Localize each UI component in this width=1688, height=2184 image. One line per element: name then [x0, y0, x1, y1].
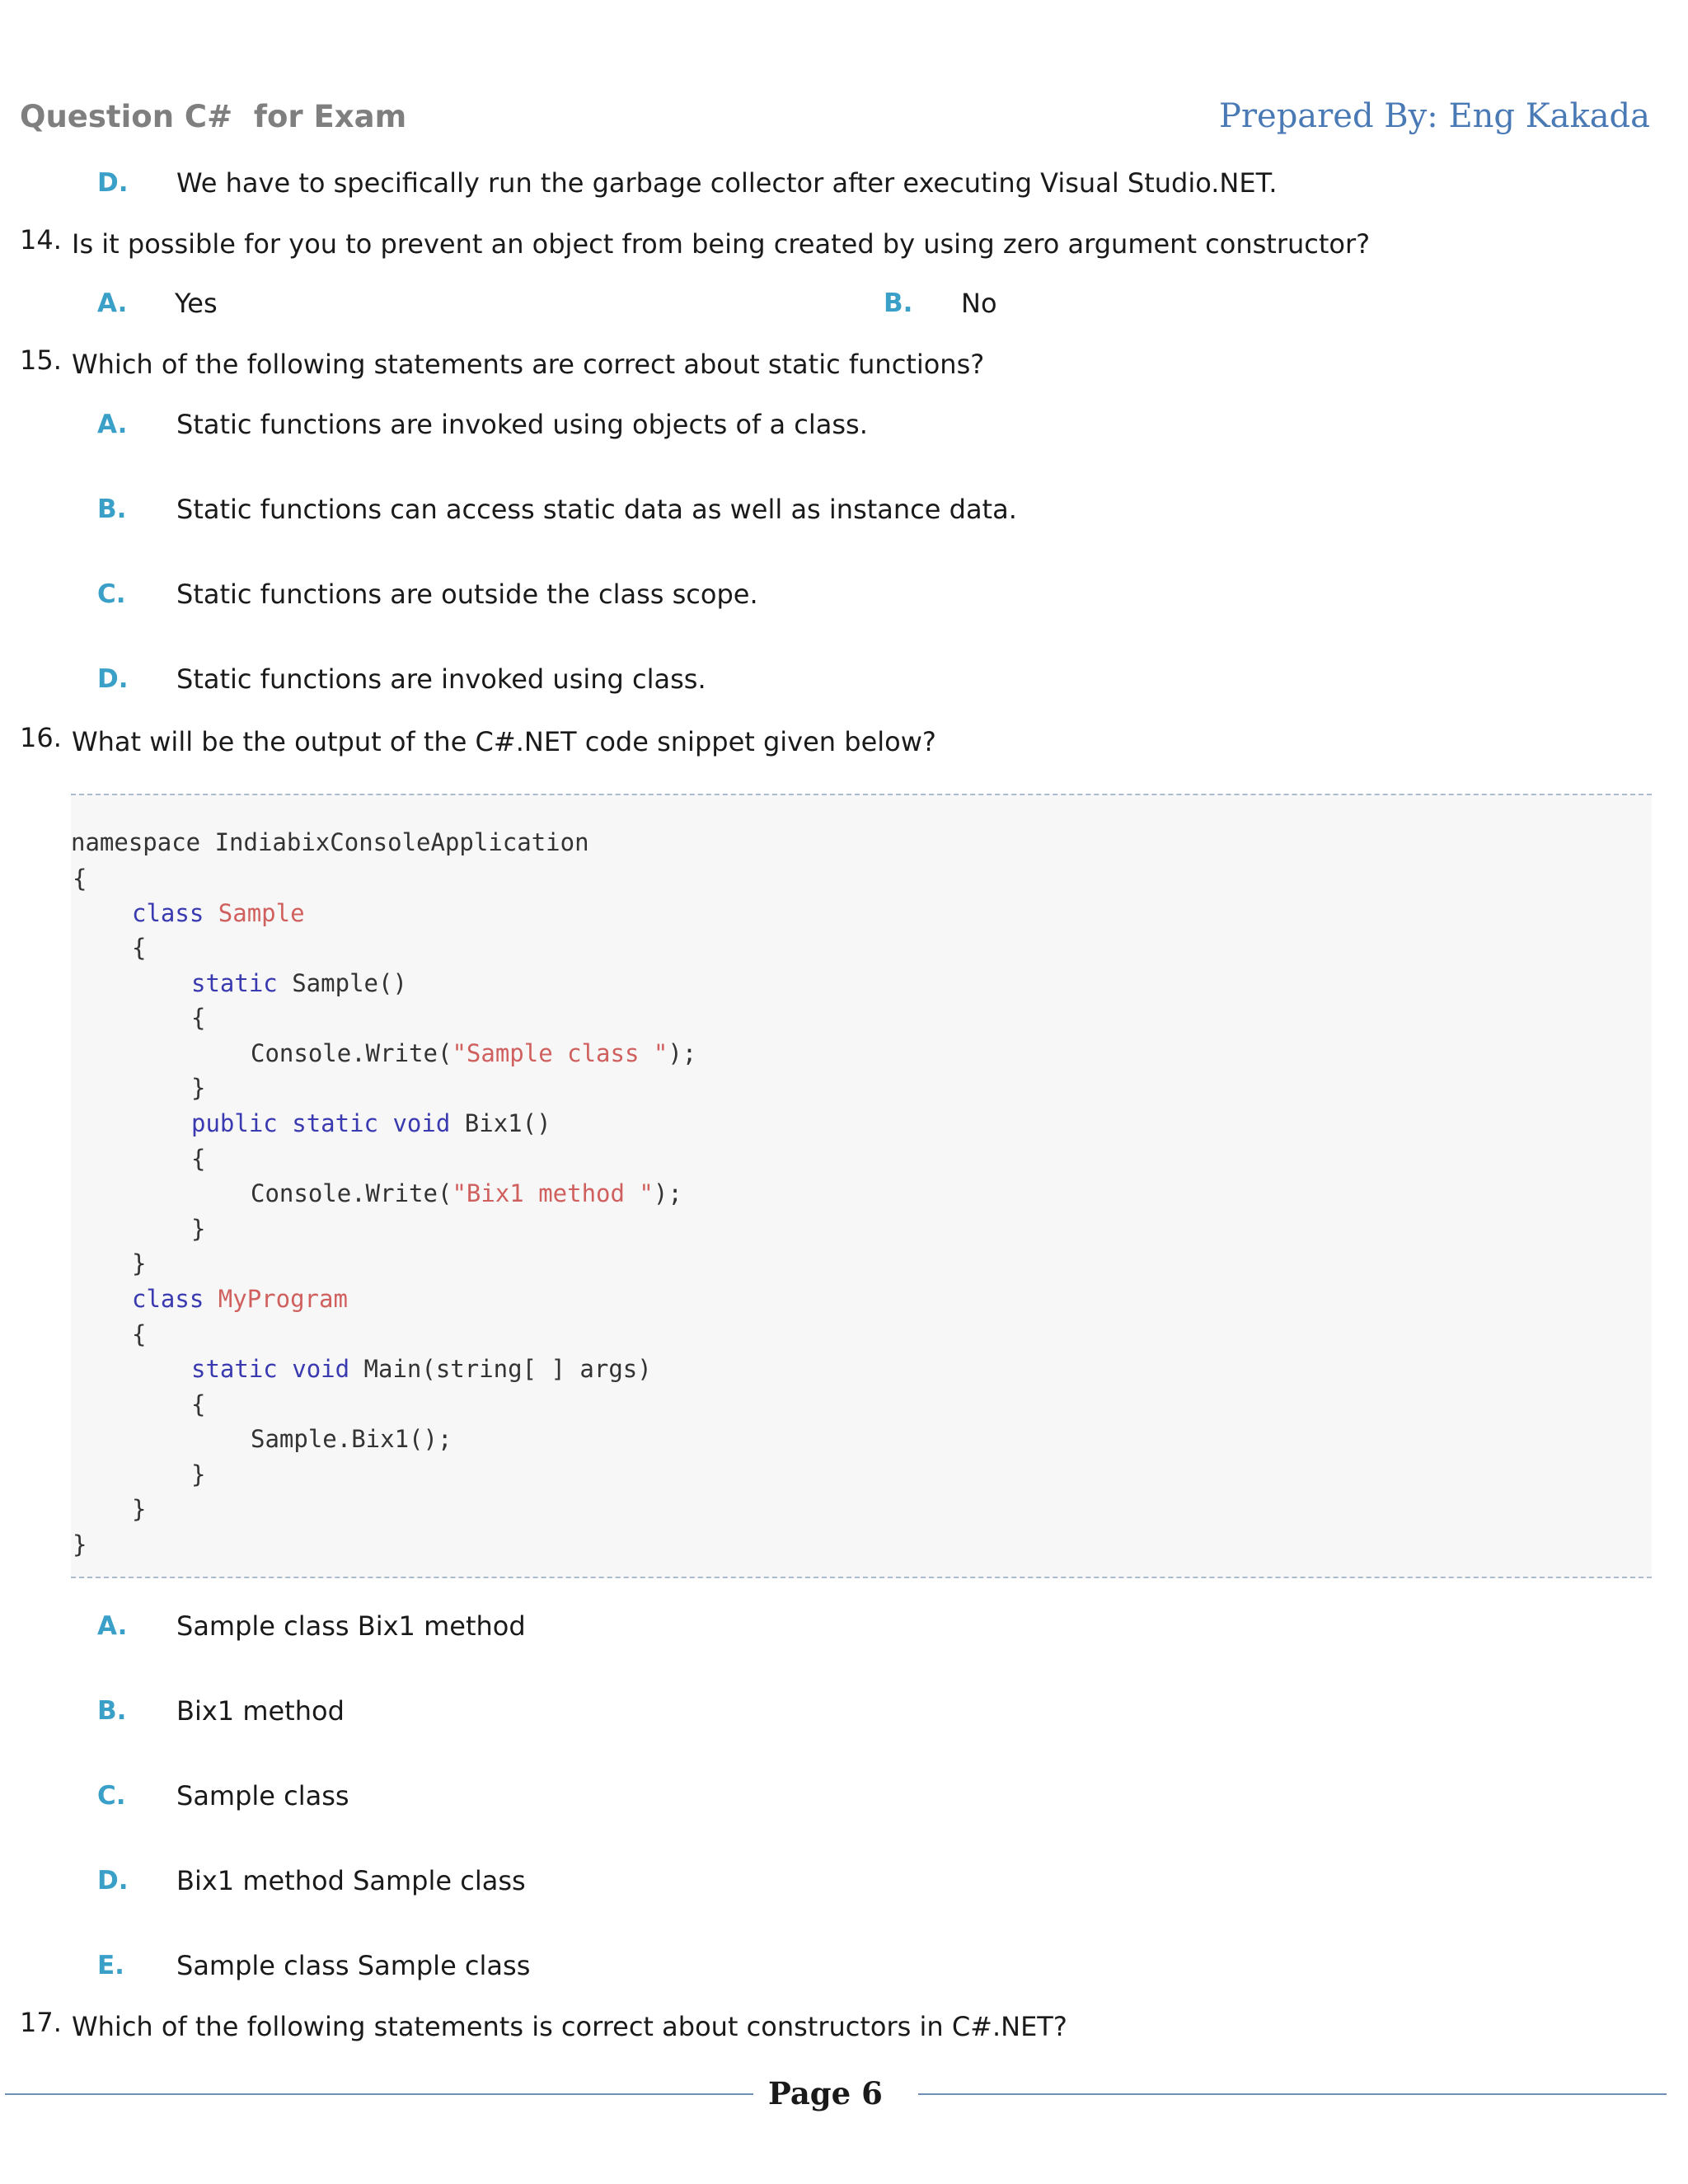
code-text: Console.Write( [251, 1179, 452, 1207]
code-keyword: void [392, 1109, 451, 1137]
q16-text: What will be the output of the C#.NET code snippet given below? [72, 726, 936, 757]
code-text: Main(string[ ] args) [349, 1355, 652, 1383]
q16-option-a-letter: A. [97, 1611, 128, 1641]
q15-number: 15. [20, 344, 62, 376]
code-text: Console.Write( [251, 1039, 452, 1067]
code-line-class-myprogram [132, 1285, 348, 1313]
q17-text: Which of the following statements is correct about constructors in C#.NET? [72, 2011, 1067, 2042]
q14-text: Is it possible for you to prevent an object from being created by using zero argument constructor? [72, 228, 1371, 260]
q14-option-a-letter: A. [97, 288, 128, 318]
code-line-main [191, 1355, 652, 1383]
q17-number: 17. [20, 2007, 62, 2038]
code-line-write-sample [251, 1039, 696, 1067]
code-keyword: void [292, 1355, 350, 1383]
q15-option-a-text: Static functions are invoked using objects of a class. [176, 409, 868, 440]
code-text: Bix1() [450, 1109, 551, 1137]
code-line-call: Sample.Bix1(); [251, 1425, 452, 1453]
q13-option-d-text: We have to specifically run the garbage collector after executing Visual Studio.NET. [176, 167, 1278, 199]
q16-option-d-letter: D. [97, 1866, 129, 1896]
header-title: Question C# for Exam [20, 99, 407, 134]
q14-option-b-letter: B. [884, 288, 913, 318]
q15-option-a-letter: A. [97, 410, 128, 439]
q16-option-d-text: Bix1 method Sample class [176, 1865, 526, 1896]
q16-option-e-text: Sample class Sample class [176, 1950, 531, 1981]
code-brace: { [191, 1145, 206, 1173]
q14-option-b-text: No [961, 288, 997, 319]
code-brace: } [132, 1249, 147, 1277]
q16-option-b-text: Bix1 method [176, 1695, 345, 1727]
code-brace: } [191, 1215, 206, 1243]
q15-option-c-text: Static functions are outside the class scope. [176, 579, 758, 610]
q15-option-b-text: Static functions can access static data as well as instance data. [176, 494, 1017, 525]
q16-option-b-letter: B. [97, 1696, 127, 1726]
code-brace: } [191, 1074, 206, 1102]
q15-option-d-text: Static functions are invoked using class. [176, 663, 706, 695]
code-class-name: Sample [218, 899, 305, 927]
q15-option-d-letter: D. [97, 664, 129, 694]
code-string: "Sample class " [452, 1039, 668, 1067]
q16-number: 16. [20, 722, 62, 753]
code-string: "Bix1 method " [452, 1179, 654, 1207]
footer-rule-right [918, 2093, 1667, 2095]
page-number: Page 6 [768, 2075, 883, 2111]
code-brace: } [191, 1460, 206, 1488]
q13-option-d-letter: D. [97, 168, 129, 198]
code-keyword: static [191, 969, 278, 997]
code-brace: { [132, 934, 147, 962]
code-line-namespace: namespace IndiabixConsoleApplication [71, 828, 589, 856]
code-keyword: class [132, 1285, 204, 1313]
code-text: ); [653, 1179, 682, 1207]
code-keyword: static [292, 1109, 378, 1137]
q15-text: Which of the following statements are correct about static functions? [72, 349, 985, 380]
code-keyword: static [191, 1355, 278, 1383]
code-keyword: public [191, 1109, 278, 1137]
code-line-class-sample [132, 899, 305, 927]
footer-rule-left [5, 2093, 753, 2095]
code-brace: { [73, 865, 87, 893]
code-line-bix1-method [191, 1109, 551, 1137]
code-brace: } [132, 1495, 147, 1523]
code-snippet-block [71, 794, 1652, 1578]
code-class-name: MyProgram [218, 1285, 348, 1313]
q16-option-c-text: Sample class [176, 1780, 349, 1811]
code-keyword: class [132, 899, 204, 927]
code-line-write-bix1 [251, 1179, 682, 1207]
q16-option-e-letter: E. [97, 1951, 124, 1980]
q14-number: 14. [20, 224, 62, 255]
code-text: ); [668, 1039, 697, 1067]
code-brace: } [73, 1530, 87, 1558]
code-text: Sample() [277, 969, 407, 997]
code-brace: { [191, 1390, 206, 1418]
code-brace: { [132, 1320, 147, 1348]
q16-option-c-letter: C. [97, 1781, 126, 1811]
q15-option-b-letter: B. [97, 494, 127, 524]
header-prepared-by: Prepared By: Eng Kakada [1218, 97, 1650, 135]
q16-option-a-text: Sample class Bix1 method [176, 1610, 526, 1642]
code-brace: { [191, 1004, 206, 1032]
q14-option-a-text: Yes [175, 288, 218, 319]
q15-option-c-letter: C. [97, 579, 126, 609]
code-line-static-ctor [191, 969, 407, 997]
